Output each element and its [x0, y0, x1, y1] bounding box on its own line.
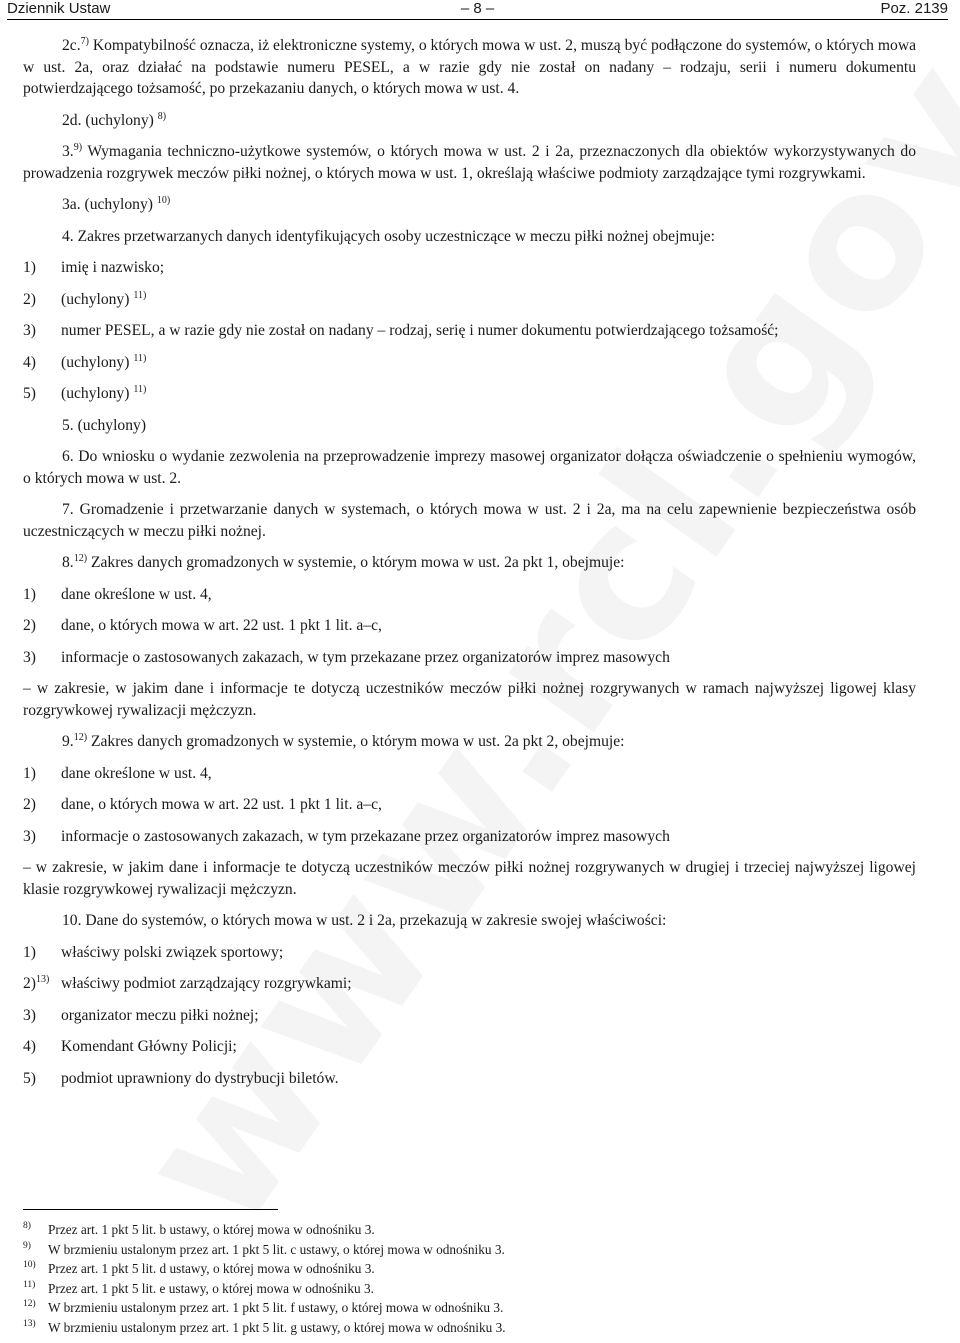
list-item-number: 3)	[23, 1006, 36, 1024]
paragraph-9: 9.$^{12)}$ Zakres danych gromadzonych w systemie, o którym mowa w ust. 2a pkt 2, obejmuje:	[62, 732, 625, 750]
list-item-text: Komendant Główny Policji;	[61, 1038, 237, 1055]
paragraph-8-tail: – w zakresie, w jakim dane i informacje te dotyczą uczestników meczów piłki nożnej rozgrywanych w ramach najwyższej ligowej klasy rozgrywkowej rywalizacji mężczyzn.	[23, 680, 916, 719]
footnote-marker: 13)	[23, 1318, 36, 1329]
list-item-text: podmiot uprawniony do dystrybucji biletów.	[61, 1069, 339, 1087]
footnote-marker: 9)	[23, 1240, 31, 1251]
paragraph-9-item	[23, 826, 916, 848]
footnote-marker: 10)	[23, 1260, 36, 1270]
paragraph-8: 8.$^{12)}$ Zakres danych gromadzonych w systemie, o którym mowa w ust. 2a pkt 1, obejmuje:	[62, 553, 625, 571]
footnote-marker: 8)	[23, 1221, 31, 1231]
page-number: – 8 –	[460, 0, 495, 17]
paragraph-8-list	[23, 584, 916, 669]
list-item-number: 5)	[23, 385, 36, 402]
list-item-text: dane określone w ust. 4,	[61, 585, 212, 603]
list-item-number: 2)$^{13)}$	[23, 974, 50, 992]
paragraph-7: 7. Gromadzenie i przetwarzanie danych w systemach, o których mowa w ust. 2 i 2a, ma na celu zapewnienie bezpieczeństwa osób uczestniczących w meczu piłki nożnej.	[23, 501, 916, 540]
paragraph-9-item	[23, 763, 916, 785]
footnote	[23, 1240, 506, 1260]
footnote-marker: 11)	[23, 1279, 36, 1290]
list-item-number: 1)	[23, 943, 36, 961]
page-header	[7, 0, 948, 17]
paragraph-4-item	[23, 320, 916, 342]
list-item-number: 2)	[23, 617, 36, 634]
list-item-number: 4)	[23, 353, 36, 371]
footnote-text: W brzmieniu ustalonym przez art. 1 pkt 5 lit. c ustawy, o której mowa w odnośniku 3.	[48, 1241, 505, 1257]
list-item-text: informacje o zastosowanych zakazach, w tym przekazane przez organizatorów imprez masowych	[61, 648, 670, 666]
footnote-text: W brzmieniu ustalonym przez art. 1 pkt 5 lit. f ustawy, o której mowa w odnośniku 3.	[48, 1300, 504, 1315]
paragraph-9-list	[23, 763, 916, 848]
paragraph-8-item	[23, 615, 916, 637]
paragraph-2c: 2c.$^{7)}$ Kompatybilność oznacza, iż elektroniczne systemy, o których mowa w ust. 2, muszą być podłączone do systemów, o których mowa w ust. 2a, oraz działać na podstawie numeru PESEL, a w razie gdy nie został on nadany – rodzaju, serii i numeru dokumentu potwierdzającego tożsamość, po przekazaniu danych, o których mowa w ust. 4.	[23, 36, 916, 97]
list-item-text: informacje o zastosowanych zakazach, w tym przekazane przez organizatorów imprez masowych	[61, 827, 670, 845]
header-rule	[7, 19, 948, 20]
position-number: Poz. 2139	[880, 0, 948, 17]
list-item-text: (uchylony) $^{11)}$	[61, 384, 147, 402]
list-item-number: 1)	[23, 764, 36, 782]
paragraph-5: 5. (uchylony)	[62, 416, 147, 434]
footnote-text: W brzmieniu ustalonym przez art. 1 pkt 5 lit. g ustawy, o której mowa w odnośniku 3.	[48, 1319, 506, 1335]
paragraph-9-item	[23, 794, 916, 816]
list-item-number: 3)	[23, 827, 36, 845]
paragraph-9-tail: – w zakresie, w jakim dane i informacje te dotyczą uczestników meczów piłki nożnej rozgrywanych w drugiej i trzeciej najwyższej ligowej klasie rozgrywkowej rywalizacji mężczyzn.	[23, 859, 916, 898]
paragraph-10-item	[23, 1005, 916, 1027]
footnote	[23, 1318, 506, 1338]
footnote-marker: 12)	[23, 1299, 36, 1309]
footnotes	[23, 1220, 506, 1337]
paragraph-10: 10. Dane do systemów, o których mowa w ust. 2 i 2a, przekazują w zakresie swojej właściwości:	[62, 912, 667, 929]
paragraph-10-list	[23, 942, 916, 1090]
footnote-text: Przez art. 1 pkt 5 lit. d ustawy, o której mowa w odnośniku 3.	[48, 1261, 375, 1276]
footnote-rule	[23, 1209, 278, 1210]
footnote-text: Przez art. 1 pkt 5 lit. e ustawy, o której mowa w odnośniku 3.	[48, 1280, 374, 1296]
paragraph-4-item	[23, 289, 916, 311]
list-item-text: (uchylony) $^{11)}$	[61, 352, 147, 371]
paragraph-10-item	[23, 973, 916, 995]
document-body	[23, 35, 916, 1089]
list-item-text: dane określone w ust. 4,	[61, 764, 212, 782]
paragraph-8-item	[23, 584, 916, 606]
paragraph-4-item	[23, 257, 916, 279]
paragraph-2d: 2d. (uchylony) $^{8)}$	[62, 110, 167, 129]
list-item-number: 4)	[23, 1038, 36, 1055]
paragraph-4-item	[23, 352, 916, 374]
paragraph-3: 3.$^{9)}$ Wymagania techniczno-użytkowe systemów, o których mowa w ust. 2 i 2a, przeznaczonych dla obiektów wykorzystywanych do prowadzenia rozgrywek meczów piłki nożnej, o których mowa w ust. 1, określają właściwe podmioty zarządzające tymi rozgrywkami.	[23, 142, 916, 182]
paragraph-4-list	[23, 257, 916, 405]
list-item-text: (uchylony) $^{11)}$	[61, 289, 147, 308]
list-item-number: 2)	[23, 290, 36, 308]
paragraph-10-item	[23, 942, 916, 964]
footnote	[23, 1259, 506, 1279]
list-item-number: 1)	[23, 585, 36, 603]
list-item-number: 2)	[23, 796, 36, 813]
footnote-text: Przez art. 1 pkt 5 lit. b ustawy, o której mowa w odnośniku 3.	[48, 1222, 375, 1237]
paragraph-3a: 3a. (uchylony) $^{10)}$	[62, 195, 171, 213]
list-item-number: 1)	[23, 259, 36, 276]
list-item-number: 5)	[23, 1069, 36, 1087]
list-item-text: właściwy polski związek sportowy;	[61, 943, 284, 961]
paragraph-10-item	[23, 1036, 916, 1058]
list-item-text: właściwy podmiot zarządzający rozgrywkami;	[61, 975, 352, 992]
list-item-text: organizator meczu piłki nożnej;	[61, 1006, 259, 1024]
paragraph-4-item	[23, 383, 916, 405]
list-item-text: dane, o których mowa w art. 22 ust. 1 pkt 1 lit. a–c,	[61, 796, 382, 813]
list-item-text: dane, o których mowa w art. 22 ust. 1 pkt 1 lit. a–c,	[61, 617, 382, 634]
footnote	[23, 1279, 506, 1299]
list-item-text: numer PESEL, a w razie gdy nie został on nadany – rodzaj, serię i numer dokumentu potwierdzającego tożsamość;	[61, 322, 779, 339]
footnote	[23, 1298, 506, 1318]
footnote	[23, 1220, 506, 1240]
journal-title: Dziennik Ustaw	[7, 0, 111, 17]
list-item-number: 3)	[23, 648, 36, 666]
paragraph-8-item	[23, 647, 916, 669]
paragraph-10-item	[23, 1068, 916, 1090]
paragraph-6: 6. Do wniosku o wydanie zezwolenia na przeprowadzenie imprezy masowej organizator dołącza oświadczenie o spełnieniu wymogów, o których mowa w ust. 2.	[23, 448, 916, 487]
paragraph-4: 4. Zakres przetwarzanych danych identyfikujących osoby uczestniczące w meczu piłki nożnej obejmuje:	[62, 227, 715, 245]
list-item-number: 3)	[23, 322, 36, 339]
list-item-text: imię i nazwisko;	[61, 259, 165, 276]
